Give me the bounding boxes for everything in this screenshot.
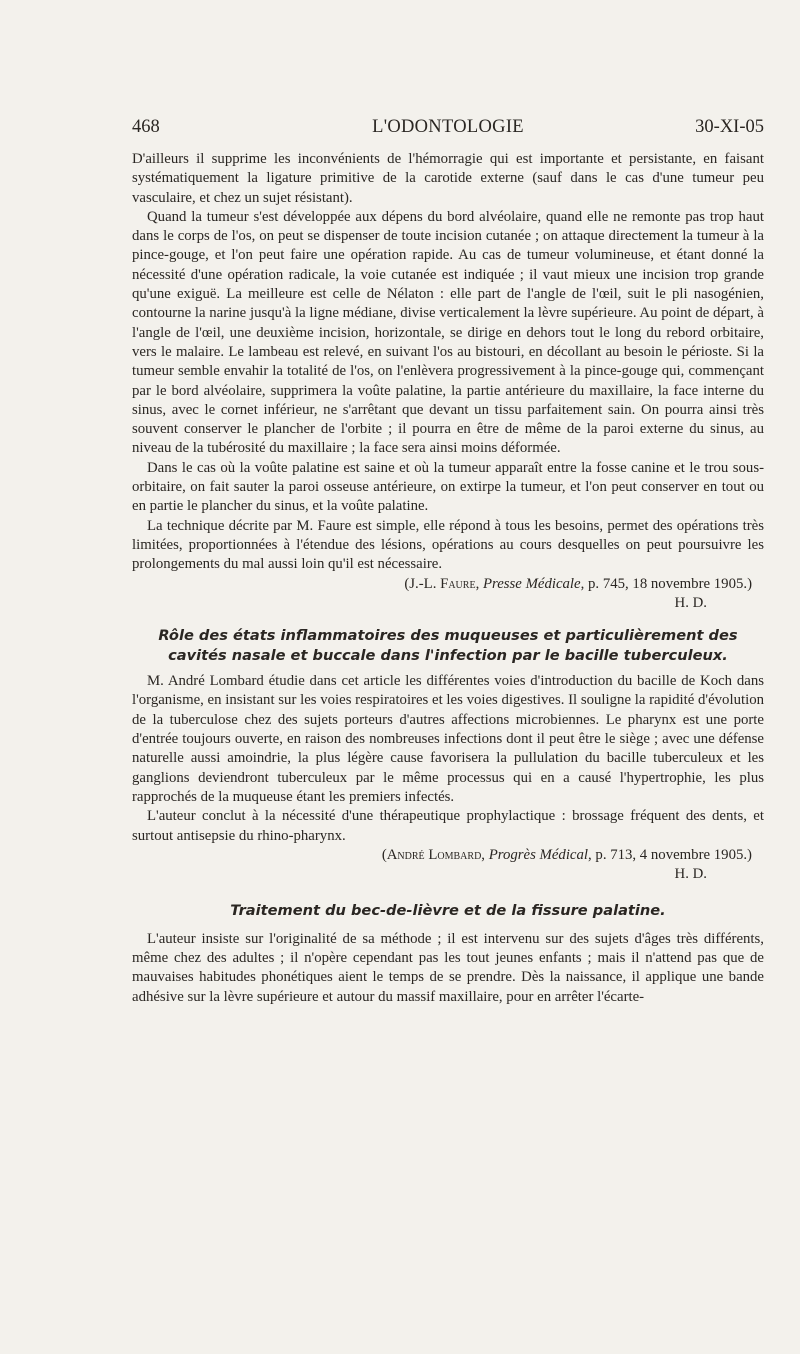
paragraph: Dans le cas où la voûte palatine est saine et où la tumeur apparaît entre la fosse canine et le trou sous-orbitaire, on fait sauter la paroi osseuse antérieure, on extirpe la tumeur, et l'on peut conserver en tout ou en partie le plancher du sinus, et la voûte palatine. [132, 459, 764, 515]
running-title: L'ODONTOLOGIE [372, 117, 524, 137]
citation-author: Faure [440, 575, 476, 592]
paragraph: M. André Lombard étudie dans cet article les différentes voies d'introduction du bacille de Koch dans l'organisme, en insistant sur les voies respiratoires et les voies digestives. Il souligne la rapidité d'évolution de la tuberculose chez des sujets porteurs d'autres affections microbiennes. Le pharynx est une porte d'entrée toujours ouverte, en raison des nombreuses infections dont il peut être le siège ; avec une défense naturelle aussi amoindrie, la plus légère cause favorisera la pullulation du bacille tuberculeux et les ganglions deviendront tuberculeux par le même processus qui en a causé l'hypertrophie, les plus rapprochés de la muqueuse étant les premiers infectés. [132, 673, 764, 805]
citation: (J.-L. Faure, Presse Médicale, p. 745, 18 novembre 1905.) [404, 575, 752, 592]
citation-journal: Presse Médicale [482, 575, 581, 592]
page-body [132, 150, 764, 1007]
paragraph: Quand la tumeur s'est développée aux dépens du bord alvéolaire, quand elle ne remonte pas trop haut dans le corps de l'os, on peut se dispenser de toute incision cutanée ; on attaque directement la tumeur à la pince-gouge, et l'on peut faire une opération rapide. Au cas de tumeur volumineuse, et étant donné la nécessité d'une opération radicale, la voie cutanée est indiquée ; il vaut mieux une incision trop grande qu'une exiguë. La meilleure est celle de Nélaton : elle part de l'angle de l'œil, suit le pli nasogénien, contourne la narine jusqu'à la ligne médiane, divise verticalement la lèvre supérieure. Au point de départ, à l'angle de l'œil, une deuxième incision, horizontale, se dirige en dehors tout le long du rebord orbitaire, vers le malaire. Le lambeau est relevé, en suivant l'os au bistouri, en décollant au besoin le périoste. Si la tumeur semble envahir la totalité de l'os, on l'enlèvera progressivement à la pince-gouge qui, commençant par le bord alvéolaire, supprimera la voûte palatine, la partie antérieure du maxillaire, la face interne du sinus, avec le cornet inférieur, ne s'arrêtant que devant un tissu parfaitement sain. On pourra ainsi très souvent conserver le plancher de l'orbite ; il pourra en être de même de la paroi externe du sinus, au niveau de la tubérosité du maxillaire ; la face sera ainsi moins déformée. [132, 208, 764, 457]
page-header [132, 117, 764, 143]
citation: (André Lombard, Progrès Médical, p. 713, 4 novembre 1905.) [381, 846, 752, 863]
section-title: Rôle des états inflammatoires des muqueuses et particulièrement des cavités nasale et buccale dans l'infection par le bacille tuberculeux. [158, 627, 738, 664]
paragraph: L'auteur insiste sur l'originalité de sa méthode ; il est intervenu sur des sujets d'âges très différents, même chez des adultes ; il n'opère cependant pas les tout jeunes enfants ; mais il n'attend pas que de mauvaises habitudes phonétiques aient le temps de se prendre. Dès la naissance, il applique une bande adhésive sur la lèvre supérieure et autour du massif maxillaire, pour en arrêter l'écarte- [132, 930, 764, 1005]
paragraph: La technique décrite par M. Faure est simple, elle répond à tous les besoins, permet des opérations très limitées, proportionnées à l'étendue des lésions, opérations au cours desquelles on peut poursuivre les prolongements du mal aussi loin qu'il est nécessaire. [132, 517, 764, 573]
citation-journal: Progrès Médical [488, 846, 589, 863]
paragraph: D'ailleurs il supprime les inconvénients de l'hémorragie qui est importante et persistante, en faisant systématiquement la ligature primitive de la carotide externe (sauf dans le cas d'une tumeur peu vasculaire, et chez un sujet résistant). [132, 151, 764, 206]
signature: H. D. [674, 866, 707, 883]
signature: H. D. [674, 594, 707, 611]
citation-author: André Lombard [386, 846, 482, 863]
paragraph: L'auteur conclut à la nécessité d'une thérapeutique prophylactique : brossage fréquent des dents, et surtout antisepsie du rhino-pharynx. [132, 808, 764, 844]
page-number: 468 [132, 117, 160, 137]
issue-date: 30-XI-05 [695, 117, 764, 137]
section-title: Traitement du bec-de-lièvre et de la fissure palatine. [230, 902, 666, 920]
